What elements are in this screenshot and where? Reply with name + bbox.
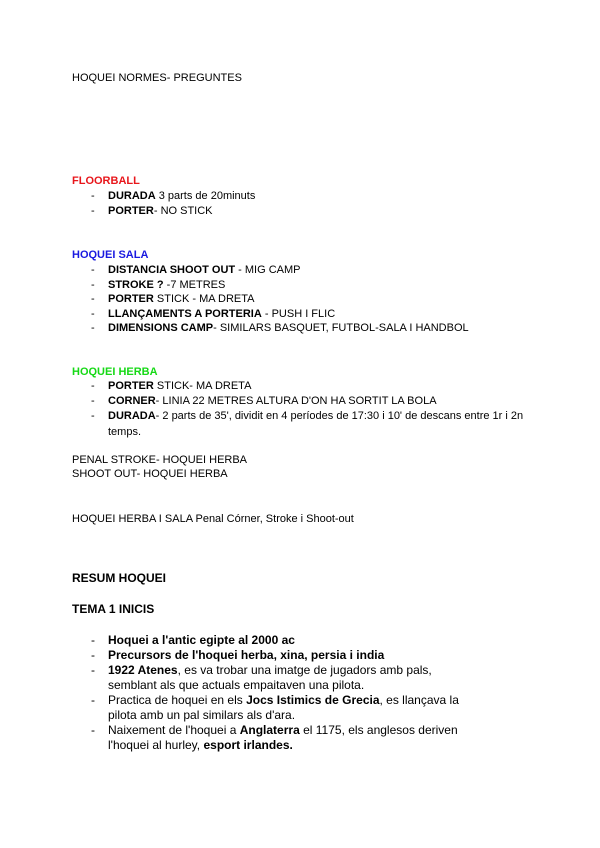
list-item: - DIMENSIONS CAMP- SIMILARS BASQUET, FUTBOL-SALA I HANDBOL	[91, 322, 469, 334]
herba-sala-line: HOQUEI HERBA I SALA Penal Córner, Stroke i Shoot-out	[72, 513, 354, 525]
hoquei-sala-heading: HOQUEI SALA	[72, 249, 149, 261]
shoot-out-line: SHOOT OUT- HOQUEI HERBA	[72, 468, 228, 480]
resum-heading: RESUM HOQUEI	[72, 571, 167, 585]
floorball-heading: FLOORBALL	[72, 175, 140, 187]
list-item: - DISTANCIA SHOOT OUT - MIG CAMP	[91, 264, 301, 276]
hoquei-herba-list	[0, 379, 528, 440]
list-item: - Practica de hoquei en els Jocs Istimics de Grecia, es llançava la pilota amb un pal similars als d'ara.	[91, 693, 459, 722]
hoquei-herba-heading: HOQUEI HERBA	[72, 366, 158, 378]
tema-heading: TEMA 1 INICIS	[72, 602, 155, 616]
list-item: - PORTER- NO STICK	[91, 204, 213, 217]
list-item: - Precursors de l'hoquei herba, xina, persia i india	[91, 648, 385, 662]
list-item: - Naixement de l'hoquei a Anglaterra el 1175, els anglesos deriven l'hoquei al hurley, esport irlandes.	[91, 723, 458, 752]
list-item: - DURADA- 2 parts de 35', dividit en 4 períodes de 17:30 i 10' de descans entre 1r i 2n temps.	[91, 410, 524, 438]
list-item: - 1922 Atenes, es va trobar una imatge de jugadors amb pals, semblant als que actuals empaitaven una pilota.	[91, 663, 432, 692]
list-item: - PORTER STICK- MA DRETA	[91, 380, 252, 392]
list-item: - Hoquei a l'antic egipte al 2000 ac	[91, 633, 295, 647]
floorball-list	[0, 189, 255, 218]
list-item: - STROKE ? -7 METRES	[91, 278, 226, 291]
list-item: - PORTER STICK - MA DRETA	[91, 293, 255, 305]
tema-list	[0, 633, 530, 753]
penal-stroke-line: PENAL STROKE- HOQUEI HERBA	[72, 454, 248, 466]
list-item: - CORNER- LINIA 22 METRES ALTURA D'ON HA SORTIT LA BOLA	[91, 394, 437, 407]
hoquei-sala-list	[0, 263, 469, 336]
list-item: - DURADA 3 parts de 20minuts	[91, 190, 256, 202]
list-item: - LLANÇAMENTS A PORTERIA - PUSH I FLIC	[91, 307, 336, 320]
document-title: HOQUEI NORMES- PREGUNTES	[72, 72, 242, 84]
